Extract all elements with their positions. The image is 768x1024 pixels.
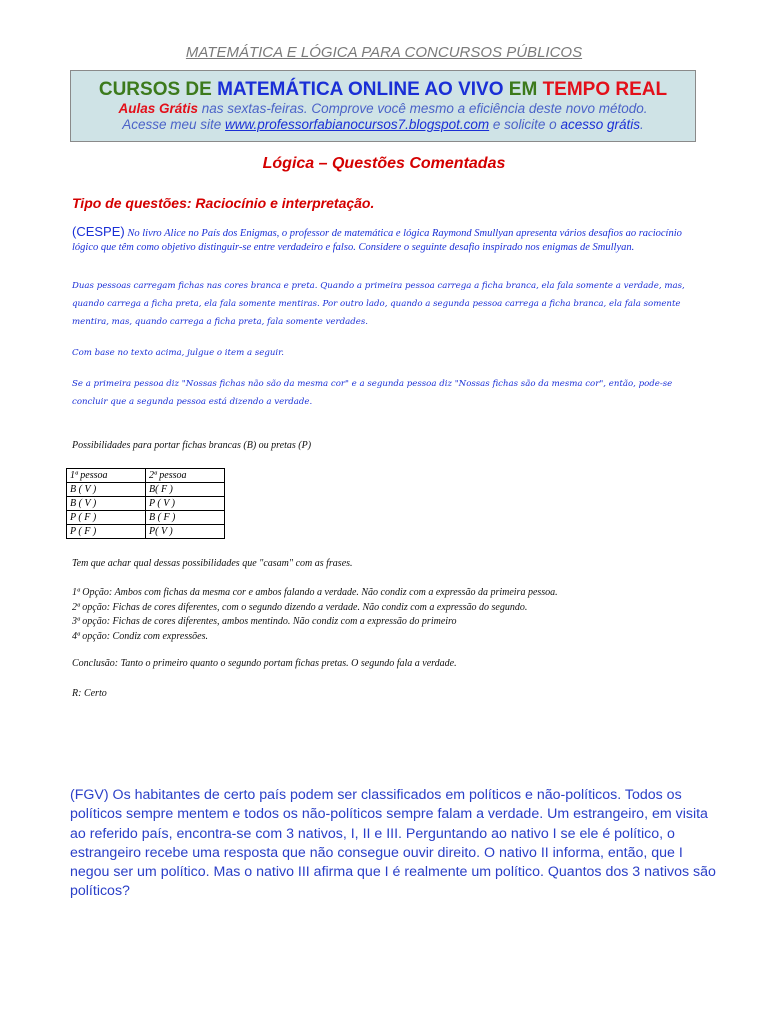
banner-title-part: TEMPO REAL	[542, 79, 668, 100]
option-item: 2ª opção: Fichas de cores diferentes, com o segundo dizendo a verdade. Não condiz com a expressão do segundo.	[72, 601, 528, 613]
table-row	[67, 483, 225, 497]
banner-line-2	[71, 117, 695, 133]
cespe-text: No livro Alice no País dos Enigmas, o professor de matemática e lógica Raymond Smullyan apresenta vários desafios ao raciocínio lógico que têm como objetivo distinguir-se entre verdadeiro e falso. Considere o seguinte desafio inspirado nos enigmas de Smullyan.	[72, 228, 682, 253]
banner-title-part: MATEMÁTICA ONLINE AO VIVO	[217, 79, 504, 100]
page-title: Lógica – Questões Comentadas	[262, 155, 506, 172]
option-item: 1ª Opção: Ambos com fichas da mesma cor e ambos falando a verdade. Não condiz com a expressão da primeira pessoa.	[72, 587, 558, 598]
table-cell: B ( V )	[67, 483, 146, 497]
table-header-cell: 2ª pessoa	[146, 469, 225, 483]
table-cell: P ( F )	[67, 511, 146, 525]
question-paragraph-2: Com base no texto acima, julgue o item a seguir.	[72, 348, 284, 358]
table-cell: B ( F )	[146, 511, 225, 525]
banner-title-part: CURSOS DE	[98, 79, 218, 100]
table-cell: P( V )	[146, 525, 225, 539]
table-cell: B( F )	[146, 483, 225, 497]
table-cell: P ( V )	[146, 497, 225, 511]
table-row	[67, 525, 225, 539]
banner-line-2-text: Acesse meu site	[122, 117, 226, 132]
possibilities-table	[66, 468, 225, 539]
banner-title	[71, 79, 695, 101]
instruction-text: Tem que achar qual dessas possibilidades que "casam" com as frases.	[72, 558, 353, 569]
question-paragraph-1: Duas pessoas carregam fichas nas cores branca e preta. Quando a primeira pessoa carrega a ficha branca, ela fala somente a verdade, mas, quando carrega a ficha preta, ela fala somente mentiras. Por outro lado, quando a segunda pessoa carrega a ficha branca, ela fala somente mentira, mas, quando carrega a ficha preta, fala somente verdades.	[72, 281, 685, 327]
table-header-cell: 1ª pessoa	[67, 469, 146, 483]
table-row	[67, 497, 225, 511]
free-access-text: acesso grátis	[560, 117, 640, 132]
banner-title-part: EM	[503, 79, 543, 100]
table-header-row	[67, 469, 225, 483]
cespe-question	[72, 225, 698, 255]
conclusion-text: Conclusão: Tanto o primeiro quanto o segundo portam fichas pretas. O segundo fala a verdade.	[72, 658, 457, 669]
answer-text: R: Certo	[72, 688, 107, 699]
table-cell: P ( F )	[67, 525, 146, 539]
banner-line-2-text: e solicite o	[489, 117, 561, 132]
fgv-question: (FGV) Os habitantes de certo país podem ser classificados em políticos e não-políticos. Todos os políticos sempre mentem e todos os não-políticos sempre falam a verdade. Um estrangeiro, em visita ao referido país, encontra-se com 3 nativos, I, II e III. Perguntando ao nativo I se ele é político, o estrangeiro recebe uma resposta que não consegue ouvir direito. O nativo II informa, então, que I negou ser um político. Mas o nativo III afirma que I é realmente um político. Quantos dos 3 nativos são políticos?	[70, 787, 716, 900]
banner-line-1	[71, 101, 695, 117]
banner-line-1-text: nas sextas-feiras. Comprove você mesmo a eficiência deste novo método.	[198, 101, 648, 116]
options-list	[72, 586, 558, 644]
site-link[interactable]: www.professorfabianocursos7.blogspot.com	[225, 117, 490, 132]
cespe-source: (CESPE)	[72, 224, 125, 239]
document-header: MATEMÁTICA E LÓGICA PARA CONCURSOS PÚBLICOS	[185, 44, 583, 61]
question-paragraph-3: Se a primeira pessoa diz "Nossas fichas não são da mesma cor" e a segunda pessoa diz "Nossas fichas são da mesma cor", então, pode-se concluir que a segunda pessoa está dizendo a verdade.	[72, 379, 673, 407]
option-item: 4ª opção: Condiz com expressões.	[72, 630, 208, 642]
possibilities-text: Possibilidades para portar fichas brancas (B) ou pretas (P)	[72, 440, 312, 451]
free-classes-label: Aulas Grátis	[118, 101, 199, 116]
banner-line-2-text: .	[640, 117, 644, 132]
table-cell: B ( V )	[67, 497, 146, 511]
table-row	[67, 511, 225, 525]
option-item: 3ª opção: Fichas de cores diferentes, ambos mentindo. Não condiz com a expressão do primeiro	[72, 616, 457, 627]
course-banner	[70, 70, 696, 142]
question-type: Tipo de questões: Raciocínio e interpretação.	[72, 195, 375, 211]
